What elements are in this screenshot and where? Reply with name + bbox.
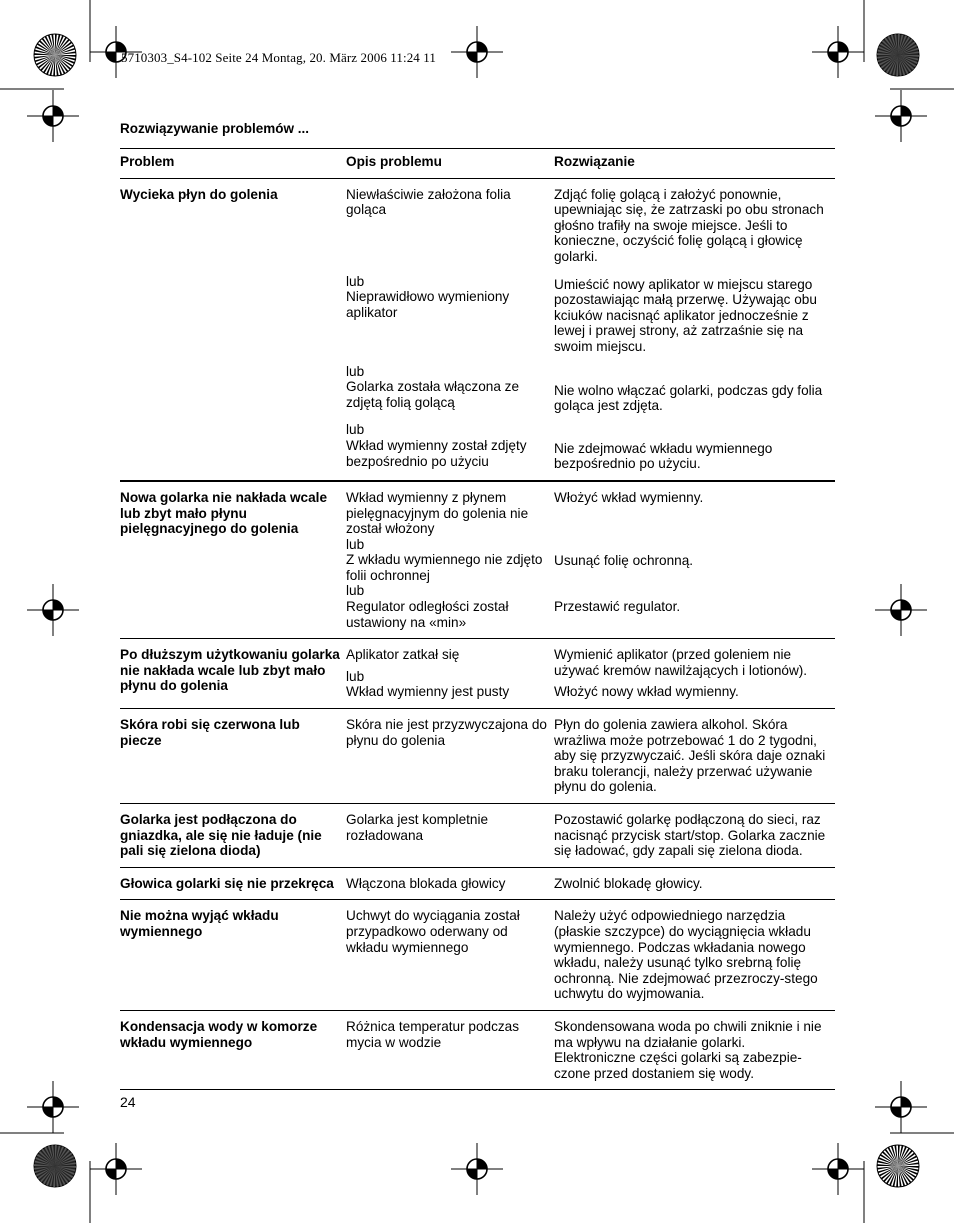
solution-text: Włożyć nowy wkład wymienny. [554, 684, 739, 700]
problem-cell: Głowica golarki się nie przekręca [120, 875, 334, 891]
problem-cell: Wycieka płyn do golenia [120, 186, 278, 202]
solution-text: Usunąć folię ochronną. [554, 552, 694, 568]
solution-cell: Zwolnić blokadę głowicy. [554, 875, 703, 891]
section-title: Rozwiązywanie problemów ... [120, 121, 310, 136]
description-text: Wkład wymienny z płynem pielęgnacyjnym do golenia nie został włożony [346, 489, 529, 537]
table-row [120, 481, 835, 639]
table-header-row [120, 149, 835, 179]
column-header-problem: Problem [120, 149, 346, 179]
solution-cell: Płyn do golenia zawiera alkohol. Skóra wrażliwa może potrzebować 1 do 2 tygodni, aby się przyzwyczaić. Jeśli skóra daje oznaki braku tolerancji, należy przerwać używanie płynu do golenia. [554, 717, 826, 795]
print-header: 5710303_S4-102 Seite 24 Montag, 20. März 2006 11:24 11 [121, 50, 436, 65]
description-text: Golarka została włączona ze zdjętą folią golącą [346, 379, 520, 410]
solution-text: Wymienić aplikator (przed goleniem nie używać kremów nawilżających i lotionów). [554, 647, 808, 678]
description-cell: Uchwyt do wyciągania został przypadkowo oderwany od wkładu wymiennego [346, 908, 520, 955]
or-text: lub [346, 363, 365, 379]
description-text: Regulator odległości został ustawiony na «min» [346, 599, 509, 630]
solution-text: Nie wolno włączać golarki, podczas gdy folia goląca jest zdjęta. [554, 382, 823, 414]
solution-text: Zdjąć folię golącą i założyć ponownie, upewniając się, że zatrzaski po obu stronach głośno trafiły na swoje miejsce. Jeśli to konieczne, oczyścić folię golącą i głowicę golarki. [554, 186, 824, 264]
table-row [120, 804, 835, 868]
description-text: Niewłaściwie założona folia goląca [346, 186, 511, 218]
or-text: lub [346, 583, 365, 599]
solution-cell: Należy użyć odpowiedniego narzędzia (płaskie szczypce) do wyciągnięcia wkładu wymiennego. Podczas wkładania nowego wkładu, należy usunąć tylko srebrną folię ochronną. Nie zdejmować przezroczy-stego uchwytu do wyjmowania. [554, 908, 818, 1002]
table-row [120, 178, 835, 481]
column-header-description: Opis problemu [346, 149, 554, 179]
or-text: lub [346, 536, 365, 552]
problem-cell: Skóra robi się czerwona lub piecze [120, 717, 300, 748]
table-row [120, 639, 835, 709]
description-cell [346, 481, 554, 639]
or-text: lub [346, 668, 365, 684]
problem-cell: Po dłuższym użytkowaniu golarka nie nakłada wcale lub zbyt mało płynu do golenia [120, 647, 340, 694]
description-text: Wkład wymienny jest pusty [346, 684, 510, 700]
description-cell [346, 178, 554, 481]
or-text: lub [346, 273, 365, 289]
description-text: Aplikator zatkał się [346, 647, 460, 663]
solution-cell [554, 639, 835, 709]
description-cell [346, 639, 554, 709]
description-text: Wkład wymienny został zdjęty bezpośrednio po użyciu [346, 437, 527, 469]
page-number: 24 [120, 1094, 136, 1110]
description-cell: Golarka jest kompletnie rozładowana [346, 812, 489, 843]
problem-cell: Kondensacja wody w komorze wkładu wymiennego [120, 1018, 318, 1050]
problem-cell: Nowa golarka nie nakłada wcale lub zbyt mało płynu pielęgnacyjnego do golenia [120, 489, 328, 537]
solution-text: Umieścić nowy aplikator w miejscu starego pozostawiając małą przerwę. Używając obu kciuków nacisnąć aplikator jednocześnie z lewej i prawej strony, aż zatrzaśnie się na swoim miejscu. [554, 276, 817, 354]
description-text: Nieprawidłowo wymieniony aplikator [346, 289, 510, 320]
solution-text: Nie zdejmować wkładu wymiennego bezpośrednio po użyciu. [554, 440, 773, 472]
table-row [120, 1010, 835, 1089]
problem-cell: Golarka jest podłączona do gniazdka, ale się nie ładuje (nie pali się zielona dioda) [120, 812, 322, 859]
solution-text: Przestawić regulator. [554, 599, 681, 615]
troubleshooting-table [120, 148, 835, 1090]
column-header-solution: Rozwiązanie [554, 149, 835, 179]
or-text: lub [346, 422, 365, 438]
solution-cell [554, 481, 835, 639]
solution-text: Włożyć wkład wymienny. [554, 489, 704, 505]
solution-cell [554, 178, 835, 481]
table-row [120, 867, 835, 900]
description-cell: Skóra nie jest przyzwyczajona do płynu do golenia [346, 717, 547, 748]
table-row [120, 900, 835, 1011]
table-row [120, 709, 835, 804]
solution-cell: Pozostawić golarkę podłączoną do sieci, raz nacisnąć przycisk start/stop. Golarka zacznie się ładować, gdy zapali się zielona dioda. [554, 812, 826, 859]
description-cell: Różnica temperatur podczas mycia w wodzie [346, 1018, 520, 1050]
description-text: Z wkładu wymiennego nie zdjęto folii ochronnej [346, 552, 543, 583]
description-cell: Włączona blokada głowicy [346, 875, 506, 891]
solution-cell: Skondensowana woda po chwili zniknie i nie ma wpływu na działanie golarki. Elektroniczne części golarki są zabezpie-czone przed dostaniem się wody. [554, 1018, 822, 1081]
problem-cell: Nie można wyjąć wkładu wymiennego [120, 908, 279, 939]
